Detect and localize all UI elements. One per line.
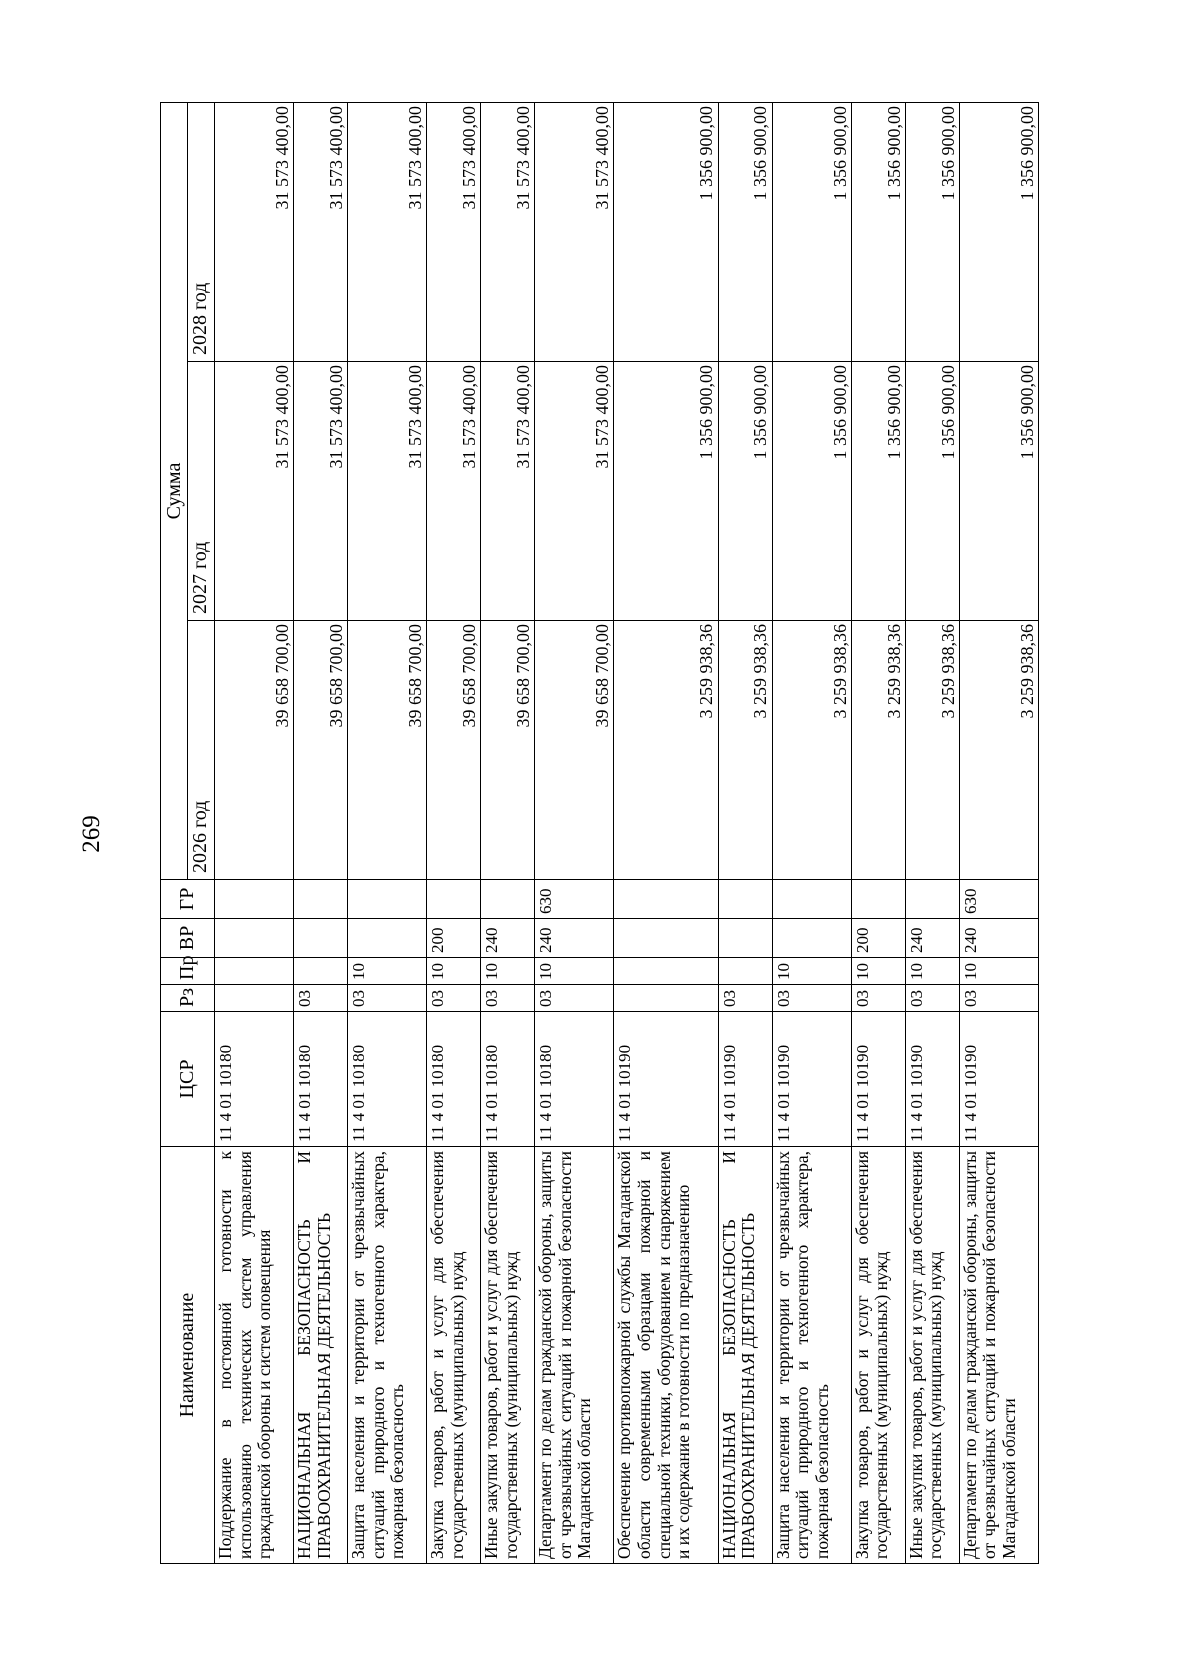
cell-2027: 1 356 900,00 (905, 362, 959, 621)
cell-name: Защита населения и территории от чрезвычайных ситуаций природного и техногенного характера, пожарная безопасность (772, 1147, 851, 1564)
cell-csr: 11 4 01 10190 (718, 1012, 772, 1147)
cell-2027: 31 573 400,00 (427, 362, 481, 621)
table-header-row (161, 102, 188, 1563)
cell-rz: 03 (348, 985, 427, 1012)
cell-rz: 03 (535, 985, 614, 1012)
cell-pr (294, 958, 348, 985)
cell-2027: 31 573 400,00 (215, 362, 294, 621)
cell-2027: 1 356 900,00 (772, 362, 851, 621)
cell-2026: 3 259 938,36 (851, 621, 905, 880)
cell-vr: 240 (535, 919, 614, 958)
cell-rz: 03 (851, 985, 905, 1012)
cell-gr (427, 880, 481, 919)
cell-name: НАЦИОНАЛЬНАЯ БЕЗОПАСНОСТЬ И ПРАВООХРАНИТЕЛЬНАЯ ДЕЯТЕЛЬНОСТЬ (294, 1147, 348, 1564)
cell-2027: 31 573 400,00 (294, 362, 348, 621)
table-row (215, 102, 294, 1563)
budget-table (160, 102, 1039, 1564)
cell-2027: 1 356 900,00 (718, 362, 772, 621)
table-body (215, 102, 1039, 1563)
table-row (348, 102, 427, 1563)
table-row (294, 102, 348, 1563)
cell-2027: 1 356 900,00 (959, 362, 1038, 621)
cell-2028: 1 356 900,00 (851, 102, 905, 361)
header-gr: ГР (161, 880, 215, 919)
cell-vr (718, 919, 772, 958)
cell-name: Защита населения и территории от чрезвычайных ситуаций природного и техногенного характера, пожарная безопасность (348, 1147, 427, 1564)
cell-2026: 39 658 700,00 (535, 621, 614, 880)
cell-2027: 1 356 900,00 (851, 362, 905, 621)
cell-pr (718, 958, 772, 985)
cell-rz: 03 (718, 985, 772, 1012)
cell-2026: 3 259 938,36 (905, 621, 959, 880)
cell-gr (614, 880, 718, 919)
cell-name: Иные закупки товаров, работ и услуг для обеспечения государственных (муниципальных) нужд (481, 1147, 535, 1564)
table-row (427, 102, 481, 1563)
cell-2027: 1 356 900,00 (614, 362, 718, 621)
cell-pr: 10 (348, 958, 427, 985)
cell-gr: 630 (959, 880, 1038, 919)
table-row (772, 102, 851, 1563)
header-2027: 2027 год (188, 362, 215, 621)
header-pr: Пр (161, 958, 215, 985)
cell-csr: 11 4 01 10180 (348, 1012, 427, 1147)
cell-2026: 3 259 938,36 (959, 621, 1038, 880)
table-row (481, 102, 535, 1563)
cell-2026: 3 259 938,36 (772, 621, 851, 880)
cell-rz: 03 (427, 985, 481, 1012)
cell-2028: 1 356 900,00 (905, 102, 959, 361)
cell-2027: 31 573 400,00 (535, 362, 614, 621)
cell-2028: 1 356 900,00 (614, 102, 718, 361)
cell-pr: 10 (535, 958, 614, 985)
cell-vr: 240 (481, 919, 535, 958)
cell-name: Закупка товаров, работ и услуг для обеспечения государственных (муниципальных) нужд (427, 1147, 481, 1564)
table-row (718, 102, 772, 1563)
cell-vr (215, 919, 294, 958)
cell-rz (614, 985, 718, 1012)
cell-gr (718, 880, 772, 919)
cell-2026: 39 658 700,00 (481, 621, 535, 880)
cell-csr: 11 4 01 10180 (294, 1012, 348, 1147)
cell-vr (294, 919, 348, 958)
cell-gr (215, 880, 294, 919)
cell-pr: 10 (851, 958, 905, 985)
cell-csr: 11 4 01 10190 (959, 1012, 1038, 1147)
cell-name: Обеспечение противопожарной службы Магаданской области современными образцами пожарной и специальной техники, оборудованием и снаряжением и их содержание в готовности по предназначению (614, 1147, 718, 1564)
cell-vr (348, 919, 427, 958)
cell-rz (215, 985, 294, 1012)
cell-vr: 240 (905, 919, 959, 958)
cell-gr (481, 880, 535, 919)
cell-2028: 1 356 900,00 (772, 102, 851, 361)
cell-rz: 03 (481, 985, 535, 1012)
cell-name: Департамент по делам гражданской обороны, защиты от чрезвычайных ситуаций и пожарной безопасности Магаданской области (535, 1147, 614, 1564)
cell-csr: 11 4 01 10180 (215, 1012, 294, 1147)
cell-2026: 39 658 700,00 (348, 621, 427, 880)
cell-2028: 31 573 400,00 (427, 102, 481, 361)
cell-pr: 10 (427, 958, 481, 985)
header-csr: ЦСР (161, 1012, 215, 1147)
cell-2026: 39 658 700,00 (215, 621, 294, 880)
cell-rz: 03 (772, 985, 851, 1012)
cell-rz: 03 (959, 985, 1038, 1012)
cell-gr (905, 880, 959, 919)
header-vr: ВР (161, 919, 215, 958)
cell-gr (851, 880, 905, 919)
cell-2026: 39 658 700,00 (427, 621, 481, 880)
table-row (614, 102, 718, 1563)
cell-2028: 31 573 400,00 (348, 102, 427, 361)
cell-pr: 10 (772, 958, 851, 985)
cell-pr (614, 958, 718, 985)
cell-vr: 240 (959, 919, 1038, 958)
header-sum: Сумма (161, 102, 188, 879)
cell-csr: 11 4 01 10180 (481, 1012, 535, 1147)
cell-vr (614, 919, 718, 958)
cell-name: Иные закупки товаров, работ и услуг для обеспечения государственных (муниципальных) нужд (905, 1147, 959, 1564)
cell-pr: 10 (959, 958, 1038, 985)
header-2026: 2026 год (188, 621, 215, 880)
cell-2028: 1 356 900,00 (718, 102, 772, 361)
cell-csr: 11 4 01 10180 (427, 1012, 481, 1147)
cell-2026: 3 259 938,36 (614, 621, 718, 880)
cell-pr: 10 (481, 958, 535, 985)
cell-gr (772, 880, 851, 919)
cell-name: Поддержание в постоянной готовности к использованию технических систем управления гражданской обороны и систем оповещения (215, 1147, 294, 1564)
cell-gr (294, 880, 348, 919)
cell-2028: 31 573 400,00 (481, 102, 535, 361)
table-row (851, 102, 905, 1563)
cell-vr: 200 (851, 919, 905, 958)
header-2028: 2028 год (188, 102, 215, 361)
cell-gr: 630 (535, 880, 614, 919)
page-number: 269 (78, 815, 105, 853)
cell-2026: 3 259 938,36 (718, 621, 772, 880)
cell-name: НАЦИОНАЛЬНАЯ БЕЗОПАСНОСТЬ И ПРАВООХРАНИТЕЛЬНАЯ ДЕЯТЕЛЬНОСТЬ (718, 1147, 772, 1564)
table-row (535, 102, 614, 1563)
cell-vr: 200 (427, 919, 481, 958)
cell-rz: 03 (294, 985, 348, 1012)
header-rz: Рз (161, 985, 215, 1012)
cell-csr: 11 4 01 10190 (905, 1012, 959, 1147)
cell-pr: 10 (905, 958, 959, 985)
cell-csr: 11 4 01 10190 (772, 1012, 851, 1147)
cell-2027: 31 573 400,00 (348, 362, 427, 621)
cell-name: Закупка товаров, работ и услуг для обеспечения государственных (муниципальных) нужд (851, 1147, 905, 1564)
cell-2028: 31 573 400,00 (535, 102, 614, 361)
cell-2027: 31 573 400,00 (481, 362, 535, 621)
cell-pr (215, 958, 294, 985)
cell-csr: 11 4 01 10190 (851, 1012, 905, 1147)
cell-vr (772, 919, 851, 958)
cell-2026: 39 658 700,00 (294, 621, 348, 880)
cell-name: Департамент по делам гражданской обороны, защиты от чрезвычайных ситуаций и пожарной безопасности Магаданской области (959, 1147, 1038, 1564)
cell-2028: 1 356 900,00 (959, 102, 1038, 361)
cell-csr: 11 4 01 10180 (535, 1012, 614, 1147)
rotated-table-wrapper (160, 103, 1039, 1564)
header-name: Наименование (161, 1147, 215, 1564)
cell-csr: 11 4 01 10190 (614, 1012, 718, 1147)
cell-gr (348, 880, 427, 919)
table-row (959, 102, 1038, 1563)
cell-2028: 31 573 400,00 (294, 102, 348, 361)
cell-rz: 03 (905, 985, 959, 1012)
table-row (905, 102, 959, 1563)
cell-2028: 31 573 400,00 (215, 102, 294, 361)
